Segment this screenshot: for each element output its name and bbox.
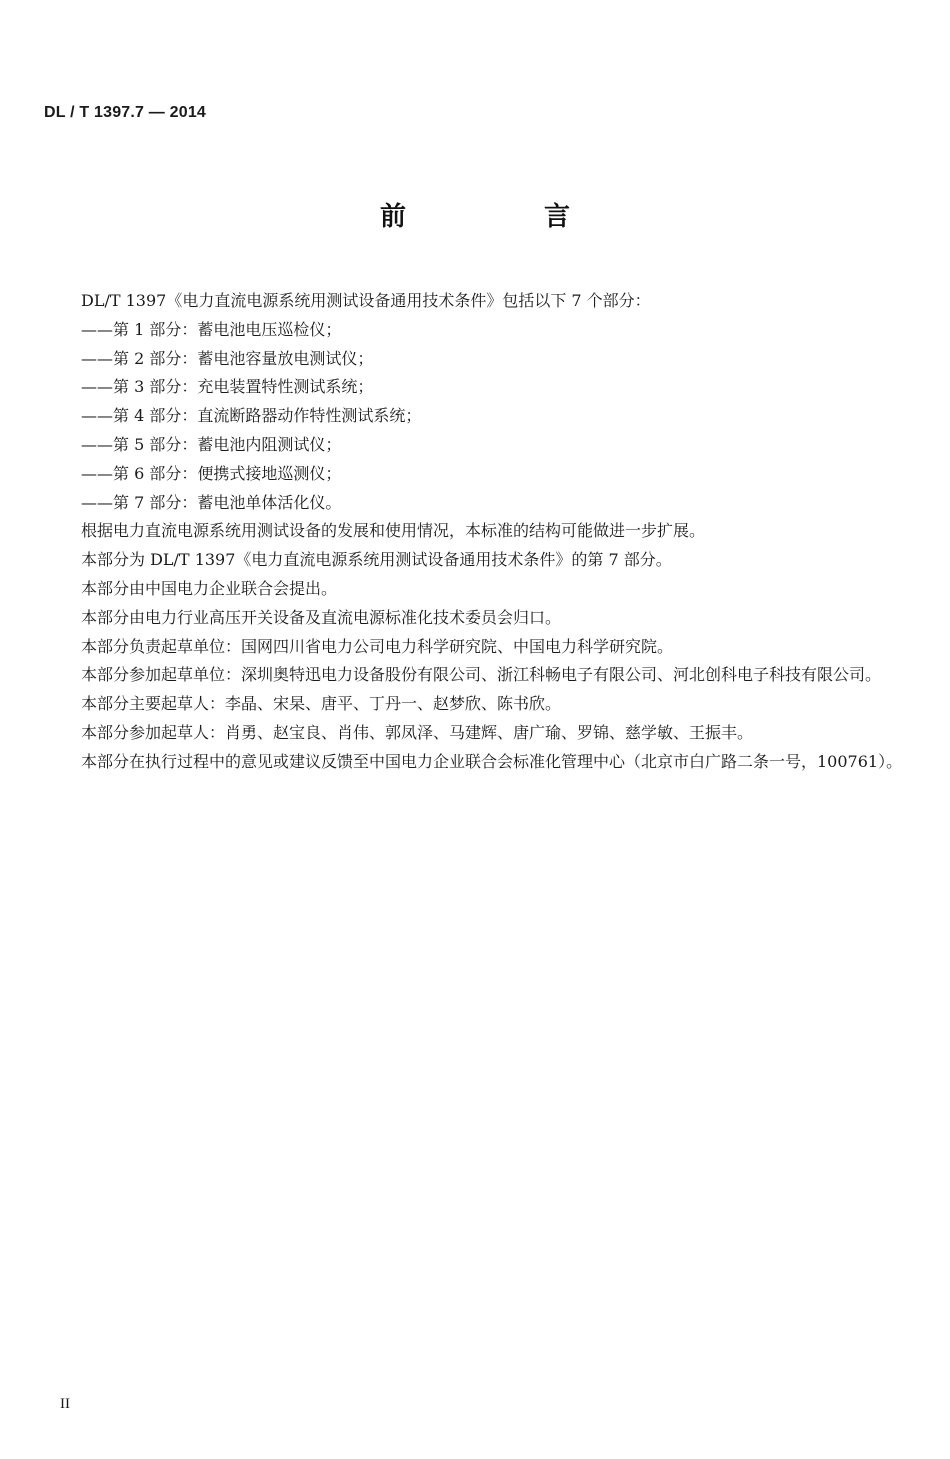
paragraph-feedback: 本部分在执行过程中的意见或建议反馈至中国电力企业联合会标准化管理中心（北京市白广路二条一号，100761）。 <box>81 751 903 771</box>
part-item-3: ——第 3 部分：充电装置特性测试系统； <box>81 377 374 397</box>
paragraph-main-authors: 本部分主要起草人：李晶、宋杲、唐平、丁丹一、赵梦欣、陈书欣。 <box>81 694 562 714</box>
part-item-5: ——第 5 部分：蓄电池内阻测试仪； <box>81 434 342 454</box>
intro-paragraph: DL/T 1397《电力直流电源系统用测试设备通用技术条件》包括以下 7 个部分： <box>81 291 651 310</box>
part-item-2: ——第 2 部分：蓄电池容量放电测试仪； <box>81 348 374 368</box>
paragraph-proposer: 本部分由中国电力企业联合会提出。 <box>81 578 338 598</box>
part-item-7: ——第 7 部分：蓄电池单体活化仪。 <box>81 492 342 512</box>
part-item-4: ——第 4 部分：直流断路器动作特性测试系统； <box>81 406 422 426</box>
part-item-1: ——第 1 部分：蓄电池电压巡检仪； <box>81 319 342 339</box>
paragraph-part-number: 本部分为 DL/T 1397《电力直流电源系统用测试设备通用技术条件》的第 7 部分。 <box>81 550 672 570</box>
page-number: II <box>60 1396 70 1412</box>
page-title: 前 言 <box>379 202 626 232</box>
foreword-body <box>44 287 906 777</box>
paragraph-participating-drafters: 本部分参加起草单位：深圳奥特迅电力设备股份有限公司、浙江科畅电子有限公司、河北创科电子科技有限公司。 <box>81 665 882 685</box>
part-item-6: ——第 6 部分：便携式接地巡测仪； <box>81 463 342 483</box>
paragraph-lead-drafters: 本部分负责起草单位：国网四川省电力公司电力科学研究院、中国电力科学研究院。 <box>81 636 674 656</box>
paragraph-committee: 本部分由电力行业高压开关设备及直流电源标准化技术委员会归口。 <box>81 607 562 627</box>
paragraph-extension: 根据电力直流电源系统用测试设备的发展和使用情况，本标准的结构可能做进一步扩展。 <box>81 521 706 541</box>
paragraph-participating-authors: 本部分参加起草人：肖勇、赵宝良、肖伟、郭凤泽、马建辉、唐广瑜、罗锦、慈学敏、王振丰。 <box>81 722 754 742</box>
standard-code: DL / T 1397.7 — 2014 <box>44 104 207 121</box>
